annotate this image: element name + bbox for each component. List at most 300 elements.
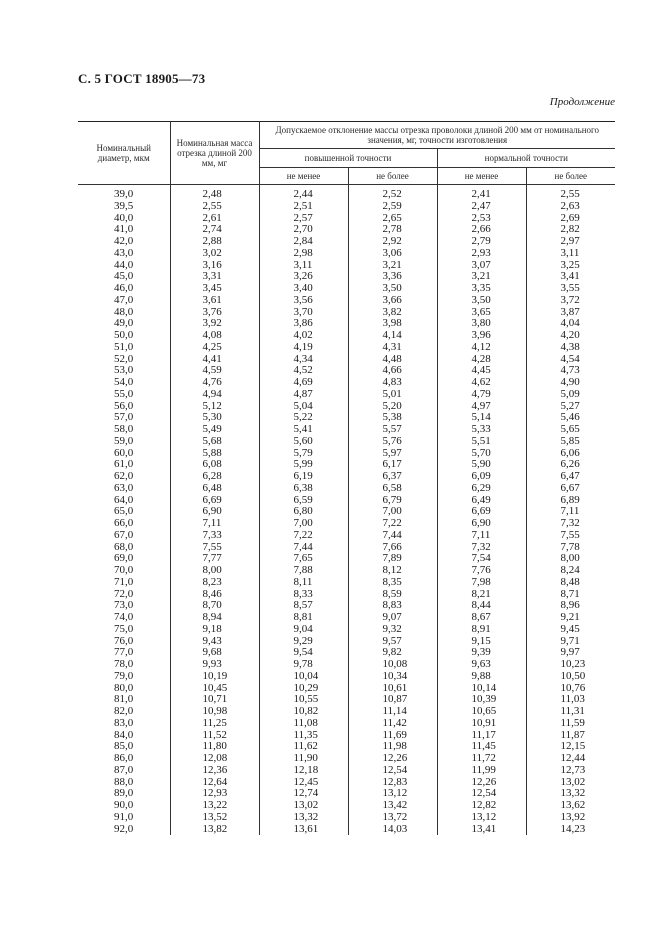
cell-normal-not-more: 6,47 (526, 471, 615, 483)
table-row (78, 412, 615, 424)
cell-nominal-mass: 9,43 (170, 636, 259, 648)
cell-increased-not-more: 5,38 (348, 412, 437, 424)
cell-nominal-mass: 4,59 (170, 365, 259, 377)
cell-increased-not-more: 10,87 (348, 694, 437, 706)
cell-increased-not-less: 7,22 (259, 530, 348, 542)
cell-nominal-mass: 2,48 (170, 185, 259, 201)
cell-normal-not-less: 8,44 (437, 600, 526, 612)
table-row (78, 777, 615, 789)
cell-normal-not-less: 7,76 (437, 565, 526, 577)
cell-increased-not-less: 11,35 (259, 730, 348, 742)
cell-increased-not-more: 4,83 (348, 377, 437, 389)
cell-normal-not-more: 8,00 (526, 553, 615, 565)
cell-normal-not-more: 12,44 (526, 753, 615, 765)
cell-nominal-diameter: 69,0 (114, 552, 134, 565)
cell-normal-not-more: 11,31 (526, 706, 615, 718)
cell-nominal-diameter: 59,0 (114, 434, 134, 447)
cell-increased-not-less: 4,19 (259, 342, 348, 354)
cell-nominal-mass: 4,25 (170, 342, 259, 354)
cell-normal-not-more: 7,32 (526, 518, 615, 530)
cell-nominal-mass: 13,22 (170, 800, 259, 812)
cell-increased-not-less: 3,56 (259, 295, 348, 307)
cell-normal-not-less: 12,82 (437, 800, 526, 812)
cell-normal-not-less: 3,96 (437, 330, 526, 342)
cell-normal-not-less: 10,65 (437, 706, 526, 718)
cell-nominal-diameter: 46,0 (114, 282, 134, 294)
cell-nominal-diameter: 74,0 (114, 611, 134, 623)
cell-normal-not-less: 5,33 (437, 424, 526, 436)
cell-increased-not-more: 3,98 (348, 318, 437, 330)
cell-normal-not-more: 2,69 (526, 213, 615, 225)
cell-normal-not-more: 12,73 (526, 765, 615, 777)
cell-nominal-diameter: 39,5 (114, 199, 134, 212)
cell-nominal-diameter: 78,0 (114, 658, 134, 670)
table-row (78, 471, 615, 483)
cell-normal-not-less: 3,65 (437, 307, 526, 319)
cell-increased-not-more: 11,98 (348, 741, 437, 753)
table-row (78, 185, 615, 201)
cell-increased-not-more: 7,44 (348, 530, 437, 542)
cell-nominal-mass: 4,41 (170, 354, 259, 366)
cell-nominal-mass: 12,08 (170, 753, 259, 765)
cell-nominal-diameter: 71,0 (114, 575, 134, 588)
cell-increased-not-less: 11,08 (259, 718, 348, 730)
cell-nominal-mass: 8,46 (170, 589, 259, 601)
cell-increased-not-more: 2,78 (348, 224, 437, 236)
cell-normal-not-more: 2,82 (526, 224, 615, 236)
cell-nominal-diameter: 77,0 (114, 646, 134, 659)
cell-normal-not-less: 11,72 (437, 753, 526, 765)
cell-increased-not-more: 6,58 (348, 483, 437, 495)
cell-normal-not-less: 2,79 (437, 236, 526, 248)
cell-normal-not-less: 8,67 (437, 612, 526, 624)
cell-increased-not-more: 2,92 (348, 236, 437, 248)
cell-increased-not-less: 4,02 (259, 330, 348, 342)
cell-increased-not-more: 9,82 (348, 647, 437, 659)
cell-nominal-mass: 12,36 (170, 765, 259, 777)
cell-increased-not-more: 10,08 (348, 659, 437, 671)
cell-increased-not-less: 4,34 (259, 354, 348, 366)
table-row (78, 542, 615, 554)
cell-nominal-mass: 11,25 (170, 718, 259, 730)
cell-normal-not-more: 7,55 (526, 530, 615, 542)
cell-nominal-mass: 9,93 (170, 659, 259, 671)
cell-normal-not-more: 5,46 (526, 412, 615, 424)
cell-normal-not-more: 8,96 (526, 600, 615, 612)
cell-normal-not-more: 10,23 (526, 659, 615, 671)
cell-nominal-diameter: 40,0 (114, 211, 134, 224)
header-nominal-mass: Номинальная масса отрезка длиной 200 мм, мг (170, 122, 259, 185)
cell-normal-not-more: 8,71 (526, 589, 615, 601)
cell-increased-not-more: 3,66 (348, 295, 437, 307)
cell-normal-not-less: 9,15 (437, 636, 526, 648)
cell-nominal-mass: 12,93 (170, 788, 259, 800)
table-row (78, 553, 615, 565)
cell-normal-not-more: 4,90 (526, 377, 615, 389)
cell-increased-not-more: 13,42 (348, 800, 437, 812)
cell-increased-not-less: 2,57 (259, 213, 348, 225)
table-row (78, 636, 615, 648)
cell-increased-not-more: 2,59 (348, 201, 437, 213)
cell-increased-not-less: 5,22 (259, 412, 348, 424)
cell-normal-not-more: 7,11 (526, 506, 615, 518)
cell-normal-not-more: 5,65 (526, 424, 615, 436)
cell-nominal-mass: 2,61 (170, 213, 259, 225)
cell-nominal-diameter: 42,0 (114, 235, 134, 247)
cell-increased-not-more: 6,79 (348, 495, 437, 507)
cell-increased-not-less: 5,79 (259, 448, 348, 460)
cell-normal-not-less: 13,41 (437, 824, 526, 836)
cell-nominal-diameter: 61,0 (114, 458, 134, 471)
cell-normal-not-more: 13,32 (526, 788, 615, 800)
table-row (78, 436, 615, 448)
cell-increased-not-more: 5,01 (348, 389, 437, 401)
cell-normal-not-less: 13,12 (437, 812, 526, 824)
table-row (78, 683, 615, 695)
cell-normal-not-less: 10,14 (437, 683, 526, 695)
cell-increased-not-less: 2,51 (259, 201, 348, 213)
cell-normal-not-less: 11,17 (437, 730, 526, 742)
header-increased-accuracy: повышенной точности (259, 149, 437, 168)
table-row (78, 459, 615, 471)
header-nominal-diameter: Номинальный диаметр, мкм (78, 122, 170, 185)
cell-increased-not-less: 6,38 (259, 483, 348, 495)
cell-normal-not-less: 6,49 (437, 495, 526, 507)
cell-increased-not-less: 11,62 (259, 741, 348, 753)
cell-normal-not-less: 12,54 (437, 788, 526, 800)
cell-increased-not-less: 7,65 (259, 553, 348, 565)
cell-increased-not-less: 8,57 (259, 600, 348, 612)
cell-increased-not-more: 6,17 (348, 459, 437, 471)
table-row (78, 753, 615, 765)
cell-increased-not-more: 3,50 (348, 283, 437, 295)
cell-increased-not-less: 3,11 (259, 260, 348, 272)
table-row (78, 741, 615, 753)
cell-normal-not-more: 7,78 (526, 542, 615, 554)
cell-nominal-mass: 8,23 (170, 577, 259, 589)
cell-increased-not-more: 5,20 (348, 401, 437, 413)
cell-nominal-mass: 2,88 (170, 236, 259, 248)
cell-normal-not-less: 4,45 (437, 365, 526, 377)
cell-normal-not-more: 4,73 (526, 365, 615, 377)
cell-increased-not-less: 6,80 (259, 506, 348, 518)
cell-normal-not-less: 3,07 (437, 260, 526, 272)
cell-increased-not-less: 13,02 (259, 800, 348, 812)
cell-normal-not-less: 9,39 (437, 647, 526, 659)
cell-normal-not-less: 3,21 (437, 271, 526, 283)
cell-normal-not-less: 10,91 (437, 718, 526, 730)
continuation-label: Продолжение (549, 96, 615, 108)
table-row (78, 377, 615, 389)
cell-nominal-mass: 2,74 (170, 224, 259, 236)
table-row (78, 577, 615, 589)
table-row (78, 424, 615, 436)
cell-normal-not-more: 2,55 (526, 185, 615, 201)
cell-nominal-diameter: 89,0 (114, 787, 134, 800)
cell-normal-not-less: 2,66 (437, 224, 526, 236)
cell-normal-not-less: 8,91 (437, 624, 526, 636)
cell-nominal-mass: 2,55 (170, 201, 259, 213)
cell-normal-not-more: 3,55 (526, 283, 615, 295)
cell-nominal-mass: 8,70 (170, 600, 259, 612)
cell-nominal-diameter: 64,0 (114, 493, 134, 506)
cell-increased-not-less: 8,11 (259, 577, 348, 589)
cell-increased-not-less: 8,33 (259, 589, 348, 601)
cell-normal-not-more: 5,85 (526, 436, 615, 448)
header-increased-not-less: не менее (259, 168, 348, 185)
table-row (78, 647, 615, 659)
table-row (78, 812, 615, 824)
cell-nominal-mass: 5,30 (170, 412, 259, 424)
cell-nominal-diameter: 58,0 (114, 423, 134, 435)
cell-nominal-mass: 9,68 (170, 647, 259, 659)
table-row (78, 589, 615, 601)
cell-normal-not-more: 6,06 (526, 448, 615, 460)
cell-nominal-diameter: 45,0 (114, 270, 134, 283)
cell-normal-not-less: 7,32 (437, 542, 526, 554)
cell-nominal-mass: 6,69 (170, 495, 259, 507)
cell-nominal-diameter: 62,0 (114, 470, 134, 482)
table-row (78, 283, 615, 295)
table-row (78, 506, 615, 518)
cell-nominal-mass: 7,55 (170, 542, 259, 554)
header-normal-not-less: не менее (437, 168, 526, 185)
table-row (78, 401, 615, 413)
cell-nominal-diameter: 75,0 (114, 622, 134, 635)
cell-increased-not-more: 7,66 (348, 542, 437, 554)
cell-nominal-diameter: 81,0 (114, 693, 134, 706)
cell-normal-not-more: 13,02 (526, 777, 615, 789)
table-row (78, 600, 615, 612)
cell-normal-not-less: 5,51 (437, 436, 526, 448)
cell-nominal-diameter: 70,0 (114, 564, 134, 576)
table-row (78, 718, 615, 730)
cell-increased-not-more: 12,54 (348, 765, 437, 777)
cell-nominal-mass: 5,88 (170, 448, 259, 460)
cell-normal-not-less: 12,26 (437, 777, 526, 789)
cell-nominal-diameter: 88,0 (114, 775, 134, 788)
cell-increased-not-more: 4,48 (348, 354, 437, 366)
cell-normal-not-less: 10,39 (437, 694, 526, 706)
header-normal-accuracy: нормальной точности (437, 149, 615, 168)
cell-nominal-mass: 4,76 (170, 377, 259, 389)
table-row (78, 495, 615, 507)
cell-normal-not-more: 14,23 (526, 824, 615, 836)
table-row (78, 307, 615, 319)
cell-nominal-mass: 11,52 (170, 730, 259, 742)
cell-normal-not-more: 13,92 (526, 812, 615, 824)
cell-increased-not-more: 8,35 (348, 577, 437, 589)
cell-nominal-diameter: 48,0 (114, 305, 134, 318)
page-header: С. 5 ГОСТ 18905—73 (78, 71, 206, 86)
cell-increased-not-less: 10,29 (259, 683, 348, 695)
cell-normal-not-less: 11,99 (437, 765, 526, 777)
cell-increased-not-less: 4,87 (259, 389, 348, 401)
cell-normal-not-less: 2,41 (437, 185, 526, 201)
cell-nominal-diameter: 43,0 (114, 246, 134, 259)
cell-increased-not-less: 12,18 (259, 765, 348, 777)
cell-nominal-diameter: 68,0 (114, 540, 134, 553)
cell-increased-not-more: 6,37 (348, 471, 437, 483)
cell-nominal-diameter: 80,0 (114, 681, 134, 694)
cell-nominal-diameter: 82,0 (114, 705, 134, 717)
cell-nominal-mass: 8,00 (170, 565, 259, 577)
table-row (78, 706, 615, 718)
cell-normal-not-less: 3,50 (437, 295, 526, 307)
cell-increased-not-less: 3,26 (259, 271, 348, 283)
cell-nominal-diameter: 49,0 (114, 317, 134, 330)
cell-increased-not-more: 11,69 (348, 730, 437, 742)
table-header (78, 122, 615, 185)
table-row (78, 365, 615, 377)
cell-nominal-diameter: 50,0 (114, 329, 134, 341)
cell-normal-not-less: 4,62 (437, 377, 526, 389)
cell-nominal-mass: 13,82 (170, 824, 259, 836)
table-row (78, 224, 615, 236)
cell-increased-not-less: 13,61 (259, 824, 348, 836)
table-row (78, 318, 615, 330)
table-row (78, 354, 615, 366)
cell-increased-not-less: 10,82 (259, 706, 348, 718)
cell-increased-not-more: 2,65 (348, 213, 437, 225)
cell-normal-not-less: 8,21 (437, 589, 526, 601)
cell-normal-not-less: 4,79 (437, 389, 526, 401)
table-row (78, 271, 615, 283)
cell-nominal-mass: 13,52 (170, 812, 259, 824)
cell-normal-not-more: 12,15 (526, 741, 615, 753)
table-row (78, 765, 615, 777)
cell-normal-not-less: 11,45 (437, 741, 526, 753)
cell-nominal-diameter: 41,0 (114, 223, 134, 236)
cell-normal-not-more: 3,72 (526, 295, 615, 307)
cell-increased-not-more: 11,14 (348, 706, 437, 718)
table-body (78, 185, 615, 836)
cell-nominal-mass: 7,77 (170, 553, 259, 565)
cell-nominal-mass: 3,92 (170, 318, 259, 330)
cell-increased-not-more: 10,61 (348, 683, 437, 695)
cell-increased-not-less: 2,84 (259, 236, 348, 248)
cell-normal-not-more: 9,21 (526, 612, 615, 624)
cell-nominal-diameter: 44,0 (114, 258, 134, 271)
cell-normal-not-more: 8,24 (526, 565, 615, 577)
cell-nominal-mass: 5,49 (170, 424, 259, 436)
table-row (78, 295, 615, 307)
cell-nominal-diameter: 92,0 (114, 822, 134, 835)
cell-increased-not-more: 8,12 (348, 565, 437, 577)
table-row (78, 730, 615, 742)
cell-increased-not-less: 3,86 (259, 318, 348, 330)
cell-nominal-mass: 11,80 (170, 741, 259, 753)
cell-normal-not-less: 4,97 (437, 401, 526, 413)
table-row (78, 530, 615, 542)
cell-increased-not-more: 2,52 (348, 185, 437, 201)
table-row (78, 659, 615, 671)
table-row (78, 612, 615, 624)
table-row (78, 483, 615, 495)
table-row (78, 800, 615, 812)
cell-increased-not-more: 7,00 (348, 506, 437, 518)
cell-increased-not-less: 7,44 (259, 542, 348, 554)
cell-normal-not-more: 2,63 (526, 201, 615, 213)
cell-increased-not-less: 9,04 (259, 624, 348, 636)
cell-normal-not-more: 3,25 (526, 260, 615, 272)
table-row (78, 518, 615, 530)
cell-nominal-diameter: 39,0 (114, 188, 134, 200)
cell-increased-not-less: 3,40 (259, 283, 348, 295)
cell-increased-not-less: 7,88 (259, 565, 348, 577)
wire-mass-table (78, 121, 615, 835)
cell-nominal-mass: 3,61 (170, 295, 259, 307)
cell-nominal-mass: 12,64 (170, 777, 259, 789)
cell-normal-not-more: 2,97 (526, 236, 615, 248)
cell-normal-not-more: 5,27 (526, 401, 615, 413)
cell-increased-not-less: 5,41 (259, 424, 348, 436)
table-row (78, 624, 615, 636)
cell-normal-not-less: 3,80 (437, 318, 526, 330)
cell-nominal-mass: 4,94 (170, 389, 259, 401)
cell-nominal-diameter: 85,0 (114, 740, 134, 753)
cell-increased-not-more: 4,14 (348, 330, 437, 342)
cell-increased-not-more: 12,83 (348, 777, 437, 789)
cell-normal-not-more: 3,87 (526, 307, 615, 319)
cell-normal-not-less: 2,53 (437, 213, 526, 225)
cell-increased-not-more: 4,66 (348, 365, 437, 377)
cell-increased-not-less: 4,52 (259, 365, 348, 377)
table-row (78, 201, 615, 213)
table-row (78, 236, 615, 248)
cell-nominal-mass: 3,45 (170, 283, 259, 295)
cell-nominal-mass: 3,16 (170, 260, 259, 272)
cell-nominal-diameter: 53,0 (114, 364, 134, 377)
cell-normal-not-more: 4,54 (526, 354, 615, 366)
cell-increased-not-less: 5,60 (259, 436, 348, 448)
cell-nominal-mass: 3,02 (170, 248, 259, 260)
cell-normal-not-more: 6,26 (526, 459, 615, 471)
cell-nominal-diameter: 52,0 (114, 352, 134, 365)
table-row (78, 213, 615, 225)
cell-increased-not-more: 3,21 (348, 260, 437, 272)
cell-nominal-mass: 10,19 (170, 671, 259, 683)
cell-increased-not-more: 11,42 (348, 718, 437, 730)
cell-nominal-diameter: 54,0 (114, 376, 134, 388)
table-row (78, 389, 615, 401)
cell-nominal-mass: 3,31 (170, 271, 259, 283)
wire-mass-table-container (78, 121, 615, 835)
cell-nominal-mass: 6,48 (170, 483, 259, 495)
cell-nominal-mass: 5,12 (170, 401, 259, 413)
cell-increased-not-less: 12,74 (259, 788, 348, 800)
cell-nominal-mass: 4,08 (170, 330, 259, 342)
cell-increased-not-more: 7,89 (348, 553, 437, 565)
cell-normal-not-less: 3,35 (437, 283, 526, 295)
cell-nominal-diameter: 72,0 (114, 587, 134, 600)
cell-nominal-mass: 8,94 (170, 612, 259, 624)
cell-nominal-mass: 6,90 (170, 506, 259, 518)
cell-increased-not-less: 10,04 (259, 671, 348, 683)
cell-normal-not-more: 3,41 (526, 271, 615, 283)
cell-increased-not-less: 10,55 (259, 694, 348, 706)
cell-normal-not-less: 4,12 (437, 342, 526, 354)
cell-nominal-mass: 10,98 (170, 706, 259, 718)
cell-nominal-diameter: 51,0 (114, 340, 134, 353)
cell-nominal-diameter: 76,0 (114, 634, 134, 647)
cell-normal-not-less: 6,69 (437, 506, 526, 518)
cell-normal-not-less: 6,09 (437, 471, 526, 483)
table-row (78, 248, 615, 260)
cell-increased-not-more: 5,76 (348, 436, 437, 448)
cell-nominal-diameter: 60,0 (114, 446, 134, 459)
cell-increased-not-more: 5,97 (348, 448, 437, 460)
